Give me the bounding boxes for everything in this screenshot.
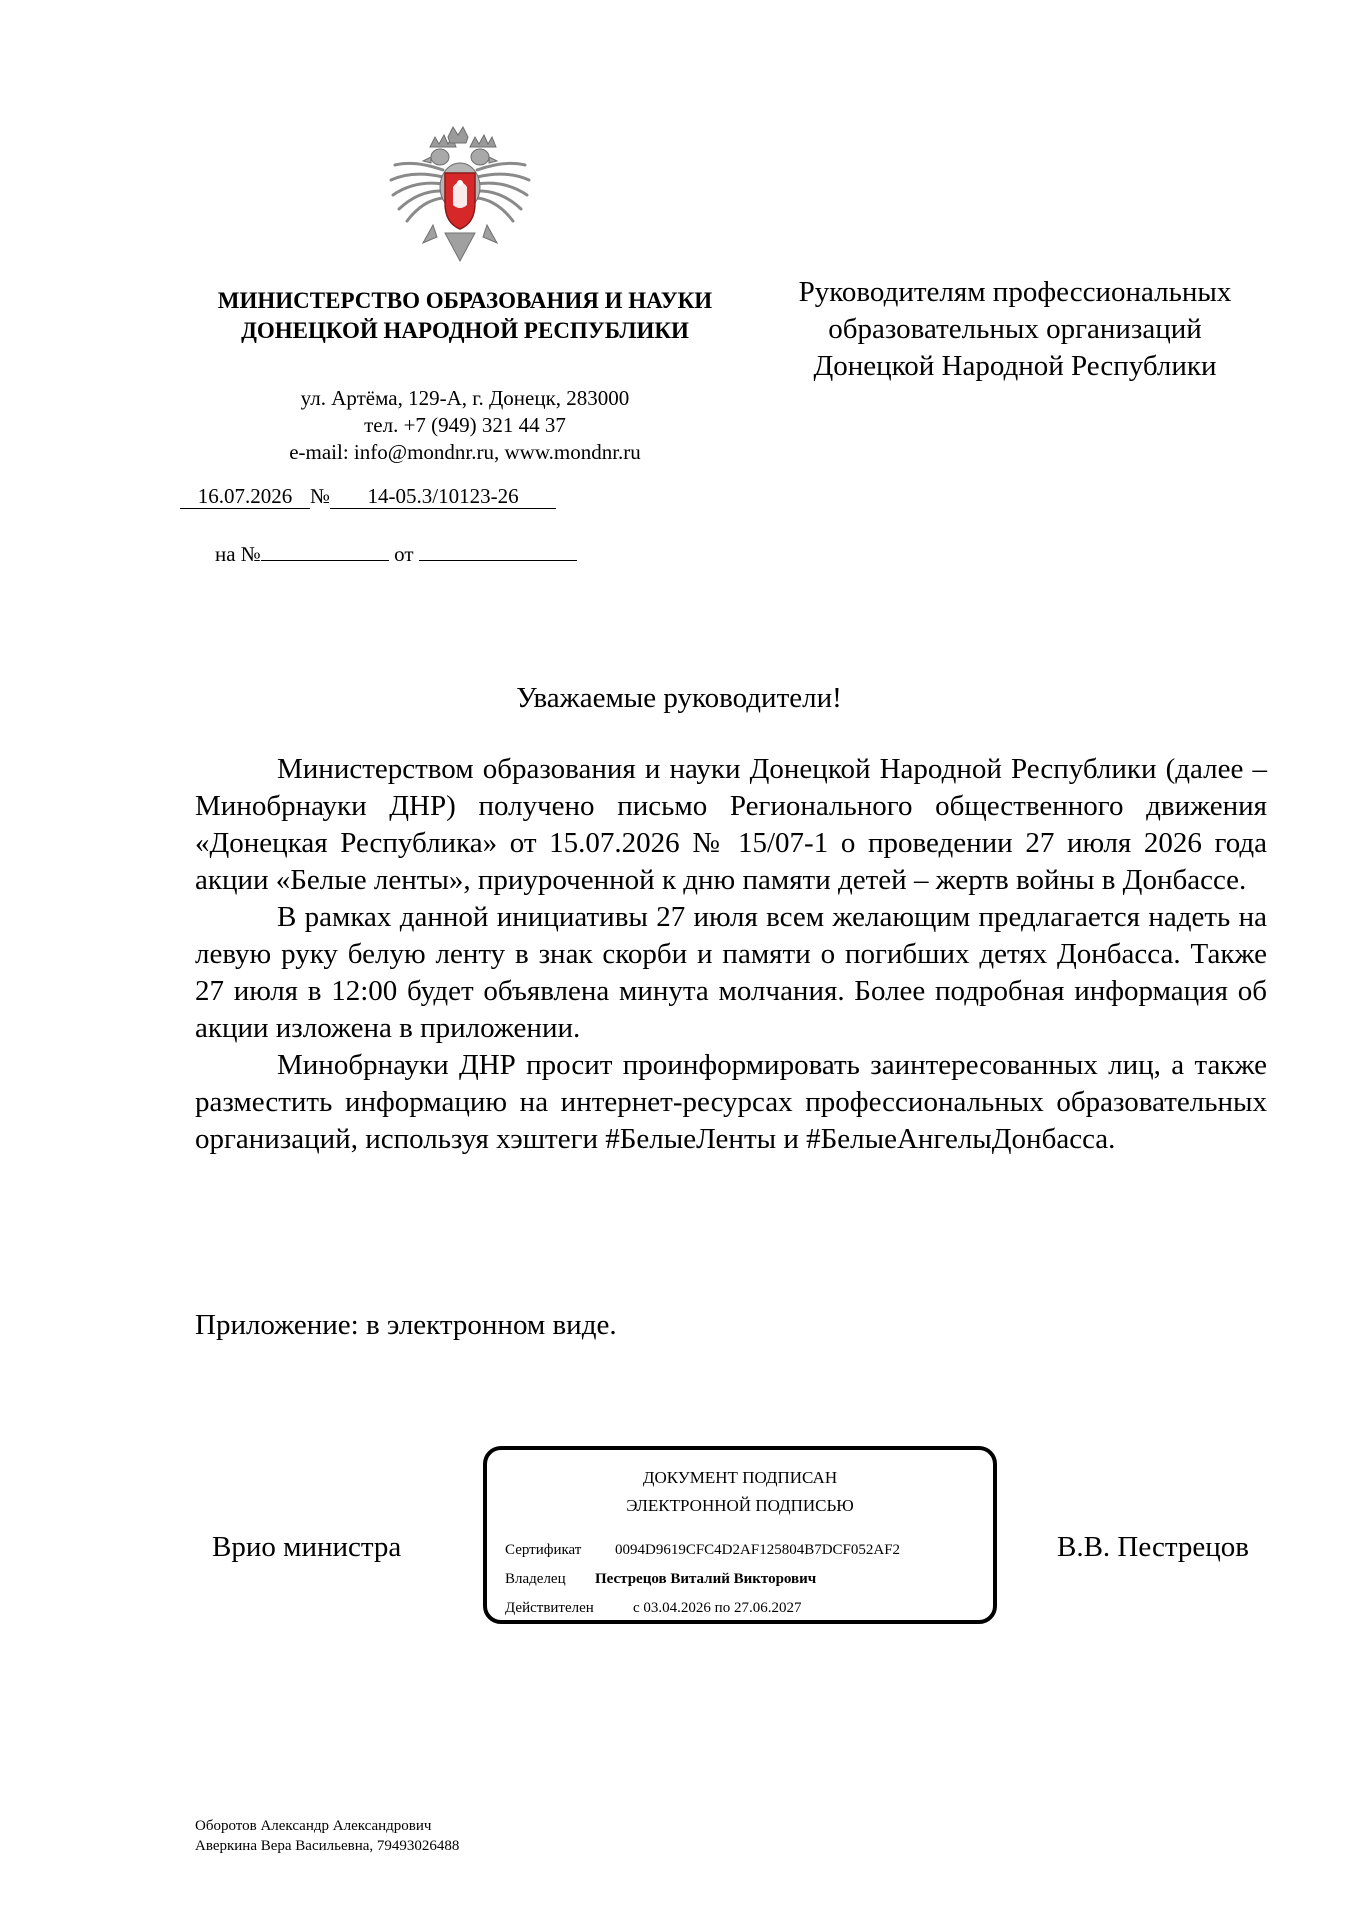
stamp-valid-to: 27.06.2027	[733, 1600, 802, 1616]
stamp-title	[487, 1464, 993, 1520]
stamp-validity-row	[505, 1600, 801, 1617]
body-paragraph: Министерством образования и науки Донецкой Народной Республики (далее – Минобрнауки ДНР) получено письмо Регионального общественного движения «Донецкая Республика» от 15.07.2026 № 15/07-1 о проведении 27 июля 2026 года акции «Белые ленты», приуроченной к дню памяти детей – жертв войны в Донбассе.	[195, 753, 1267, 896]
stamp-valid-from-label: с	[633, 1600, 640, 1616]
stamp-validity-label: Действителен	[505, 1600, 594, 1616]
reference-number-label: на №	[215, 542, 261, 566]
executor-line2: Аверкина Вера Васильевна, 79493026488	[195, 1838, 460, 1854]
document-number: 14-05.3/10123-26	[330, 484, 556, 509]
stamp-valid-to-label: по	[714, 1600, 731, 1616]
ministry-name	[185, 286, 745, 346]
ministry-name-line1: МИНИСТЕРСТВО ОБРАЗОВАНИЯ И НАУКИ	[217, 288, 713, 313]
document-date: 16.07.2026	[180, 484, 310, 509]
body-paragraph: Минобрнауки ДНР просит проинформировать заинтересованных лиц, а также разместить информацию на интернет-ресурсах профессиональных образовательных организаций, используя хэштеги #БелыеЛенты и #БелыеАнгелыДонбасса.	[195, 1049, 1267, 1155]
coat-of-arms-icon	[385, 125, 535, 265]
ministry-name-line2: ДОНЕЦКОЙ НАРОДНОЙ РЕСПУБЛИКИ	[241, 318, 689, 343]
executor-line1: Оборотов Александр Александрович	[195, 1818, 432, 1834]
registration-line	[180, 484, 556, 509]
letter-body	[195, 751, 1267, 1158]
stamp-title-line2: ЭЛЕКТРОННОЙ ПОДПИСЬЮ	[626, 1496, 854, 1515]
number-sign: №	[310, 484, 331, 508]
reference-line	[215, 540, 577, 567]
addressee-line3: Донецкой Народной Республики	[813, 350, 1217, 382]
body-paragraph: В рамках данной инициативы 27 июля всем желающим предлагается надеть на левую руку белую ленту в знак скорби и памяти о погибших детях Донбасса. Также 27 июля в 12:00 будет объявлена минута молчания. Более подробная информация об акции изложена в приложении.	[195, 901, 1267, 1044]
stamp-certificate-label: Сертификат	[505, 1542, 582, 1558]
stamp-owner-label: Владелец	[505, 1571, 566, 1587]
attachment-note: Приложение: в электронном виде.	[195, 1309, 617, 1341]
stamp-owner-value: Пестрецов Виталий Викторович	[595, 1571, 817, 1587]
signer-name: В.В. Пестрецов	[1057, 1531, 1249, 1563]
ministry-phone: тел. +7 (949) 321 44 37	[364, 413, 566, 437]
stamp-certificate-row	[505, 1542, 900, 1559]
reference-number-blank	[261, 540, 389, 561]
addressee-line1: Руководителям профессиональных	[798, 276, 1232, 308]
addressee-block	[740, 274, 1290, 385]
ministry-email-web: e-mail: info@mondnr.ru, www.mondnr.ru	[289, 440, 641, 464]
stamp-valid-from: 03.04.2026	[643, 1600, 711, 1616]
executors	[195, 1816, 459, 1856]
reference-from-label: от	[394, 542, 414, 566]
reference-date-blank	[419, 540, 577, 561]
ministry-contacts	[195, 385, 735, 466]
stamp-title-line1: ДОКУМЕНТ ПОДПИСАН	[642, 1468, 838, 1487]
ministry-address: ул. Артёма, 129-А, г. Донецк, 283000	[300, 386, 630, 410]
greeting: Уважаемые руководители!	[516, 682, 842, 714]
electronic-signature-stamp	[483, 1446, 997, 1624]
signer-position: Врио министра	[212, 1531, 402, 1563]
stamp-certificate-value: 0094D9619CFC4D2AF125804B7DCF052AF2	[615, 1542, 901, 1558]
stamp-owner-row	[505, 1571, 816, 1588]
addressee-line2: образовательных организаций	[828, 313, 1202, 345]
